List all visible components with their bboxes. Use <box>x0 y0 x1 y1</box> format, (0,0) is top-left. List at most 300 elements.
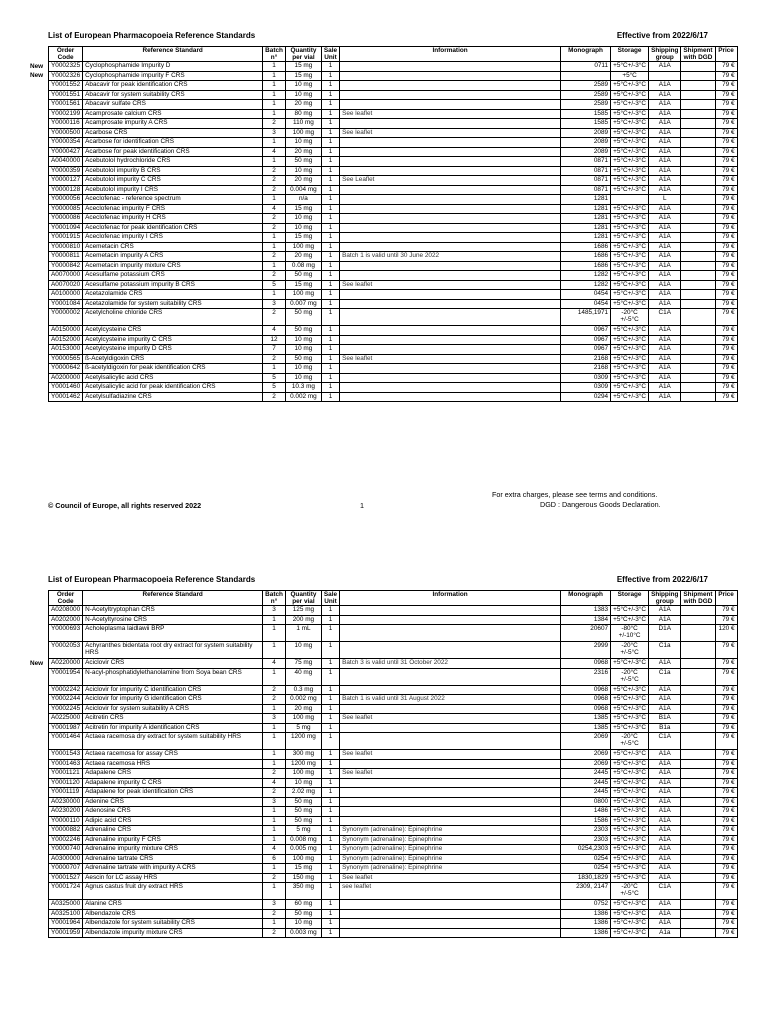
cell-shipping-group: A1A <box>649 392 681 402</box>
cell-storage: +5°C+/-3°C <box>611 873 649 883</box>
dgd-note: DGD : Dangerous Goods Declaration. <box>540 500 661 509</box>
table-row <box>49 128 738 138</box>
table-row <box>49 854 738 864</box>
cell-monograph: 1384 <box>561 615 611 625</box>
cell-sale-unit: 1 <box>321 704 339 714</box>
cell-order-code: Y0001552 <box>49 81 83 91</box>
cell-storage: +5°C+/-3°C <box>611 759 649 769</box>
cell-shipping-group: A1A <box>649 606 681 616</box>
cell-quantity: 15 mg <box>285 62 321 72</box>
cell-shipping-group: A1A <box>649 769 681 779</box>
table-row <box>49 797 738 807</box>
cell-monograph: 0454 <box>561 290 611 300</box>
cell-quantity: 350 mg <box>285 883 321 900</box>
cell-sale-unit: 1 <box>321 166 339 176</box>
cell-monograph: 1686 <box>561 252 611 262</box>
cell-price: 79 € <box>715 90 737 100</box>
cell-shipping-group: A1A <box>649 900 681 910</box>
cell-quantity: 10 mg <box>285 642 321 659</box>
cell-order-code: Y0000085 <box>49 204 83 214</box>
cell-reference-standard: Aescin for LC assay HRS <box>83 873 263 883</box>
cell-information <box>340 214 561 224</box>
cell-monograph: 1586 <box>561 816 611 826</box>
header-batch: Batch n° <box>263 591 286 606</box>
cell-batch: 1 <box>263 242 286 252</box>
cell-information: Synonym (adrenaline): Epinephrine <box>340 864 561 874</box>
cell-batch: 2 <box>263 354 286 364</box>
cell-reference-standard: Acemetacin impurity mixture CRS <box>83 261 263 271</box>
cell-storage: -20°C +/-5°C <box>611 642 649 659</box>
cell-batch: 1 <box>263 723 286 733</box>
table-row <box>49 615 738 625</box>
cell-shipping-group: C1A <box>649 309 681 326</box>
cell-order-code: Y0001915 <box>49 233 83 243</box>
cell-shipping-group: A1A <box>649 373 681 383</box>
cell-sale-unit: 1 <box>321 138 339 148</box>
table-row <box>49 685 738 695</box>
cell-monograph: 20607 <box>561 625 611 642</box>
cell-reference-standard: Aceclofenac impurity H CRS <box>83 214 263 224</box>
cell-shipment-dgd <box>681 685 715 695</box>
cell-quantity: 15 mg <box>285 71 321 81</box>
cell-quantity: 10 mg <box>285 81 321 91</box>
cell-shipment-dgd <box>681 704 715 714</box>
cell-quantity: 100 mg <box>285 242 321 252</box>
cell-shipment-dgd <box>681 290 715 300</box>
cell-order-code: Y0000056 <box>49 195 83 205</box>
cell-quantity: 0.002 mg <box>285 695 321 705</box>
cell-information: See leaflet <box>340 109 561 119</box>
header-order-code: Order Code <box>49 47 83 62</box>
cell-batch: 1 <box>263 704 286 714</box>
cell-price: 79 € <box>715 252 737 262</box>
cell-quantity: 50 mg <box>285 816 321 826</box>
cell-shipping-group: B1a <box>649 723 681 733</box>
cell-quantity: 50 mg <box>285 157 321 167</box>
cell-batch: 1 <box>263 826 286 836</box>
cell-shipping-group: A1A <box>649 280 681 290</box>
table-row <box>49 873 738 883</box>
cell-storage: +5°C+/-3°C <box>611 364 649 374</box>
cell-quantity: 1200 mg <box>285 733 321 750</box>
cell-storage: +5°C+/-3°C <box>611 166 649 176</box>
cell-monograph: 1386 <box>561 928 611 938</box>
table-row <box>49 900 738 910</box>
cell-sale-unit: 1 <box>321 373 339 383</box>
cell-shipping-group: A1A <box>649 204 681 214</box>
cell-reference-standard: N-Acetyltryptophan CRS <box>83 606 263 616</box>
header-price: Price <box>715 47 737 62</box>
cell-information <box>340 364 561 374</box>
cell-order-code: A0230000 <box>49 797 83 807</box>
cell-information <box>340 625 561 642</box>
cell-information: See Leaflet <box>340 176 561 186</box>
cell-reference-standard: ß-Acetyldigoxin CRS <box>83 354 263 364</box>
cell-quantity: 50 mg <box>285 797 321 807</box>
cell-monograph: 2589 <box>561 81 611 91</box>
cell-sale-unit: 1 <box>321 928 339 938</box>
cell-sale-unit: 1 <box>321 252 339 262</box>
cell-sale-unit: 1 <box>321 214 339 224</box>
cell-price: 79 € <box>715 714 737 724</box>
cell-order-code: Y0000811 <box>49 252 83 262</box>
cell-information <box>340 326 561 336</box>
cell-monograph: 1686 <box>561 261 611 271</box>
cell-order-code: Y0001551 <box>49 90 83 100</box>
cell-quantity: 10 mg <box>285 364 321 374</box>
cell-storage: +5°C+/-3°C <box>611 138 649 148</box>
cell-sale-unit: 1 <box>321 845 339 855</box>
cell-shipment-dgd <box>681 147 715 157</box>
cell-sale-unit: 1 <box>321 659 339 669</box>
table-row <box>49 62 738 72</box>
cell-shipment-dgd <box>681 615 715 625</box>
cell-reference-standard: Adrenaline CRS <box>83 826 263 836</box>
header-quantity: Quantity per vial <box>285 47 321 62</box>
cell-reference-standard: Actaea racemosa HRS <box>83 759 263 769</box>
table-row <box>49 668 738 685</box>
cell-shipment-dgd <box>681 625 715 642</box>
cell-shipment-dgd <box>681 204 715 214</box>
cell-monograph: 2089 <box>561 138 611 148</box>
cell-storage: +5°C+/-3°C <box>611 233 649 243</box>
cell-reference-standard: Cyclophosphamide Impurity D <box>83 62 263 72</box>
cell-batch: 2 <box>263 271 286 281</box>
cell-order-code: A0230200 <box>49 807 83 817</box>
cell-monograph: 1385 <box>561 714 611 724</box>
cell-shipment-dgd <box>681 928 715 938</box>
cell-shipment-dgd <box>681 816 715 826</box>
cell-monograph: 2445 <box>561 788 611 798</box>
cell-shipping-group: A1A <box>649 354 681 364</box>
cell-reference-standard: Acholeplasma laidlawii BRP <box>83 625 263 642</box>
cell-batch: 1 <box>263 835 286 845</box>
cell-sale-unit: 1 <box>321 157 339 167</box>
cell-price: 79 € <box>715 81 737 91</box>
cell-monograph: 0967 <box>561 335 611 345</box>
table-row <box>49 750 738 760</box>
cell-quantity: 10.3 mg <box>285 383 321 393</box>
cell-quantity: 0.007 mg <box>285 299 321 309</box>
cell-batch: 1 <box>263 733 286 750</box>
cell-monograph: 2168 <box>561 354 611 364</box>
cell-sale-unit: 1 <box>321 299 339 309</box>
cell-storage: +5°C+/-3°C <box>611 271 649 281</box>
cell-batch: 1 <box>263 157 286 167</box>
table-row <box>49 138 738 148</box>
cell-monograph: 0454 <box>561 299 611 309</box>
cell-reference-standard: Adrenaline tartrate CRS <box>83 854 263 864</box>
table-row <box>49 214 738 224</box>
cell-quantity: 150 mg <box>285 873 321 883</box>
cell-shipment-dgd <box>681 280 715 290</box>
cell-sale-unit: 1 <box>321 909 339 919</box>
header-information: Information <box>340 591 561 606</box>
cell-batch: 1 <box>263 816 286 826</box>
cell-sale-unit: 1 <box>321 62 339 72</box>
cell-monograph: 2303 <box>561 826 611 836</box>
cell-monograph: 2589 <box>561 90 611 100</box>
cell-monograph: 0968 <box>561 695 611 705</box>
page-number: 1 <box>360 501 364 510</box>
cell-shipping-group: A1A <box>649 166 681 176</box>
cell-batch: 3 <box>263 797 286 807</box>
cell-price: 79 € <box>715 71 737 81</box>
cell-storage: +5°C+/-3°C <box>611 335 649 345</box>
cell-sale-unit: 1 <box>321 383 339 393</box>
cell-reference-standard: Acemetacin CRS <box>83 242 263 252</box>
cell-sale-unit: 1 <box>321 176 339 186</box>
cell-batch: 2 <box>263 185 286 195</box>
cell-batch: 4 <box>263 845 286 855</box>
effective-date: Effective from 2022/6/17 <box>616 31 708 40</box>
table-row <box>49 759 738 769</box>
cell-price: 79 € <box>715 223 737 233</box>
table-row <box>49 299 738 309</box>
cell-reference-standard: Aceclofenac for peak identification CRS <box>83 223 263 233</box>
cell-shipping-group: A1A <box>649 659 681 669</box>
cell-order-code: A0150000 <box>49 326 83 336</box>
cell-price: 79 € <box>715 354 737 364</box>
cell-storage: +5°C+/-3°C <box>611 704 649 714</box>
cell-quantity: 15 mg <box>285 204 321 214</box>
cell-monograph: 0711 <box>561 62 611 72</box>
cell-information <box>340 668 561 685</box>
cell-storage: +5°C <box>611 71 649 81</box>
cell-reference-standard: Acebutolol impurity C CRS <box>83 176 263 186</box>
cell-batch: 1 <box>263 642 286 659</box>
cell-shipment-dgd <box>681 157 715 167</box>
cell-order-code: A0225000 <box>49 714 83 724</box>
cell-shipment-dgd <box>681 345 715 355</box>
cell-quantity: 15 mg <box>285 233 321 243</box>
cell-information <box>340 373 561 383</box>
cell-order-code: Y0001462 <box>49 392 83 402</box>
cell-shipment-dgd <box>681 778 715 788</box>
cell-storage: +5°C+/-3°C <box>611 826 649 836</box>
cell-quantity: 0.004 mg <box>285 185 321 195</box>
cell-shipment-dgd <box>681 854 715 864</box>
cell-batch: 3 <box>263 128 286 138</box>
table-row <box>49 345 738 355</box>
cell-sale-unit: 1 <box>321 261 339 271</box>
cell-information <box>340 71 561 81</box>
page-header <box>48 31 708 45</box>
cell-shipping-group: C1a <box>649 668 681 685</box>
document-title: List of European Pharmacopoeia Reference Standards <box>48 31 256 40</box>
cell-information <box>340 919 561 929</box>
cell-sale-unit: 1 <box>321 733 339 750</box>
table-row <box>49 714 738 724</box>
cell-monograph: 0968 <box>561 685 611 695</box>
cell-batch: 7 <box>263 345 286 355</box>
cell-storage: +5°C+/-3°C <box>611 214 649 224</box>
cell-quantity: n/a <box>285 195 321 205</box>
cell-information <box>340 166 561 176</box>
cell-storage: +5°C+/-3°C <box>611 909 649 919</box>
cell-information: See leaflet <box>340 354 561 364</box>
cell-information <box>340 345 561 355</box>
cell-quantity: 20 mg <box>285 704 321 714</box>
cell-sale-unit: 1 <box>321 100 339 110</box>
cell-order-code: A0200000 <box>49 373 83 383</box>
cell-shipment-dgd <box>681 252 715 262</box>
cell-price: 79 € <box>715 335 737 345</box>
cell-monograph: 1386 <box>561 909 611 919</box>
cell-storage: +5°C+/-3°C <box>611 383 649 393</box>
cell-information <box>340 147 561 157</box>
cell-shipment-dgd <box>681 750 715 760</box>
cell-information: Batch 3 is valid until 31 October 2022 <box>340 659 561 669</box>
cell-shipment-dgd <box>681 797 715 807</box>
header-storage: Storage <box>611 591 649 606</box>
cell-sale-unit: 1 <box>321 242 339 252</box>
cell-sale-unit: 1 <box>321 326 339 336</box>
cell-quantity: 10 mg <box>285 919 321 929</box>
table-row <box>49 71 738 81</box>
cell-monograph: 2589 <box>561 100 611 110</box>
cell-price: 79 € <box>715 214 737 224</box>
cell-storage: +5°C+/-3°C <box>611 90 649 100</box>
cell-price: 79 € <box>715 900 737 910</box>
cell-order-code: Y0001464 <box>49 733 83 750</box>
reference-standards-table <box>48 46 738 402</box>
cell-monograph: 1585 <box>561 119 611 129</box>
cell-reference-standard: N-Acetyltyrosine CRS <box>83 615 263 625</box>
cell-order-code: Y0000359 <box>49 166 83 176</box>
cell-order-code: Y0000842 <box>49 261 83 271</box>
cell-storage: +5°C+/-3°C <box>611 373 649 383</box>
cell-information <box>340 204 561 214</box>
cell-information <box>340 392 561 402</box>
cell-reference-standard: Albendazole impurity mixture CRS <box>83 928 263 938</box>
cell-information <box>340 81 561 91</box>
cell-batch: 5 <box>263 280 286 290</box>
cell-information <box>340 119 561 129</box>
table-row <box>49 778 738 788</box>
cell-price: 120 € <box>715 625 737 642</box>
cell-shipping-group: A1A <box>649 223 681 233</box>
cell-storage: +5°C+/-3°C <box>611 615 649 625</box>
cell-shipment-dgd <box>681 659 715 669</box>
cell-monograph: 1281 <box>561 204 611 214</box>
cell-batch: 1 <box>263 195 286 205</box>
cell-reference-standard: N-acyl-phosphatidylethanolamine from Soya bean CRS <box>83 668 263 685</box>
header-reference-standard: Reference Standard <box>83 47 263 62</box>
cell-order-code: Y0001121 <box>49 769 83 779</box>
cell-storage: +5°C+/-3°C <box>611 252 649 262</box>
cell-quantity: 10 mg <box>285 778 321 788</box>
cell-information <box>340 309 561 326</box>
cell-shipping-group: A1A <box>649 233 681 243</box>
cell-reference-standard: Adrenaline impurity F CRS <box>83 835 263 845</box>
cell-sale-unit: 1 <box>321 109 339 119</box>
table-row <box>49 864 738 874</box>
header-order-code: Order Code <box>49 591 83 606</box>
table-row <box>49 261 738 271</box>
cell-shipping-group: A1A <box>649 90 681 100</box>
cell-shipment-dgd <box>681 81 715 91</box>
cell-information: See leaflet <box>340 280 561 290</box>
cell-price: 79 € <box>715 100 737 110</box>
cell-quantity: 40 mg <box>285 668 321 685</box>
cell-storage: +5°C+/-3°C <box>611 242 649 252</box>
cell-shipping-group: A1A <box>649 919 681 929</box>
cell-sale-unit: 1 <box>321 271 339 281</box>
cell-price: 79 € <box>715 157 737 167</box>
cell-price: 79 € <box>715 797 737 807</box>
cell-information <box>340 928 561 938</box>
cell-sale-unit: 1 <box>321 185 339 195</box>
cell-information: See leaflet <box>340 873 561 883</box>
cell-shipping-group: A1A <box>649 383 681 393</box>
cell-sale-unit: 1 <box>321 364 339 374</box>
cell-batch: 12 <box>263 335 286 345</box>
cell-order-code: Y0000642 <box>49 364 83 374</box>
cell-information <box>340 797 561 807</box>
cell-storage <box>611 195 649 205</box>
cell-reference-standard: Agnus castus fruit dry extract HRS <box>83 883 263 900</box>
cell-order-code: Y0000002 <box>49 309 83 326</box>
table-row <box>49 147 738 157</box>
cell-information: See leaflet <box>340 714 561 724</box>
cell-sale-unit: 1 <box>321 290 339 300</box>
cell-storage: +5°C+/-3°C <box>611 392 649 402</box>
cell-price: 79 € <box>715 659 737 669</box>
cell-quantity: 100 mg <box>285 128 321 138</box>
cell-price: 79 € <box>715 147 737 157</box>
cell-sale-unit: 1 <box>321 883 339 900</box>
cell-batch: 1 <box>263 807 286 817</box>
cell-batch: 2 <box>263 928 286 938</box>
cell-order-code: Y0000565 <box>49 354 83 364</box>
cell-monograph: 1386 <box>561 919 611 929</box>
cell-order-code: Y0002245 <box>49 704 83 714</box>
cell-batch: 2 <box>263 309 286 326</box>
table-row <box>49 723 738 733</box>
table-row <box>49 364 738 374</box>
cell-storage: +5°C+/-3°C <box>611 299 649 309</box>
cell-order-code: A0208000 <box>49 606 83 616</box>
cell-shipping-group: A1A <box>649 695 681 705</box>
cell-quantity: 0.3 mg <box>285 685 321 695</box>
cell-storage: +5°C+/-3°C <box>611 797 649 807</box>
cell-order-code: Y0000707 <box>49 864 83 874</box>
cell-shipment-dgd <box>681 71 715 81</box>
cell-information <box>340 271 561 281</box>
cell-shipping-group: D1A <box>649 625 681 642</box>
cell-reference-standard: Abacavir for peak identification CRS <box>83 81 263 91</box>
cell-shipping-group: A1A <box>649 261 681 271</box>
cell-monograph: 0800 <box>561 797 611 807</box>
cell-information <box>340 90 561 100</box>
table-row <box>49 204 738 214</box>
cell-batch: 1 <box>263 919 286 929</box>
cell-monograph: 1282 <box>561 271 611 281</box>
cell-price: 79 € <box>715 807 737 817</box>
cell-batch: 1 <box>263 62 286 72</box>
cell-storage: +5°C+/-3°C <box>611 659 649 669</box>
cell-monograph <box>561 71 611 81</box>
cell-batch: 1 <box>263 109 286 119</box>
cell-batch: 1 <box>263 668 286 685</box>
cell-reference-standard: Adenosine CRS <box>83 807 263 817</box>
new-badge: New <box>30 659 44 667</box>
cell-price: 79 € <box>715 685 737 695</box>
cell-batch: 1 <box>263 759 286 769</box>
cell-batch: 5 <box>263 383 286 393</box>
table-row <box>49 280 738 290</box>
